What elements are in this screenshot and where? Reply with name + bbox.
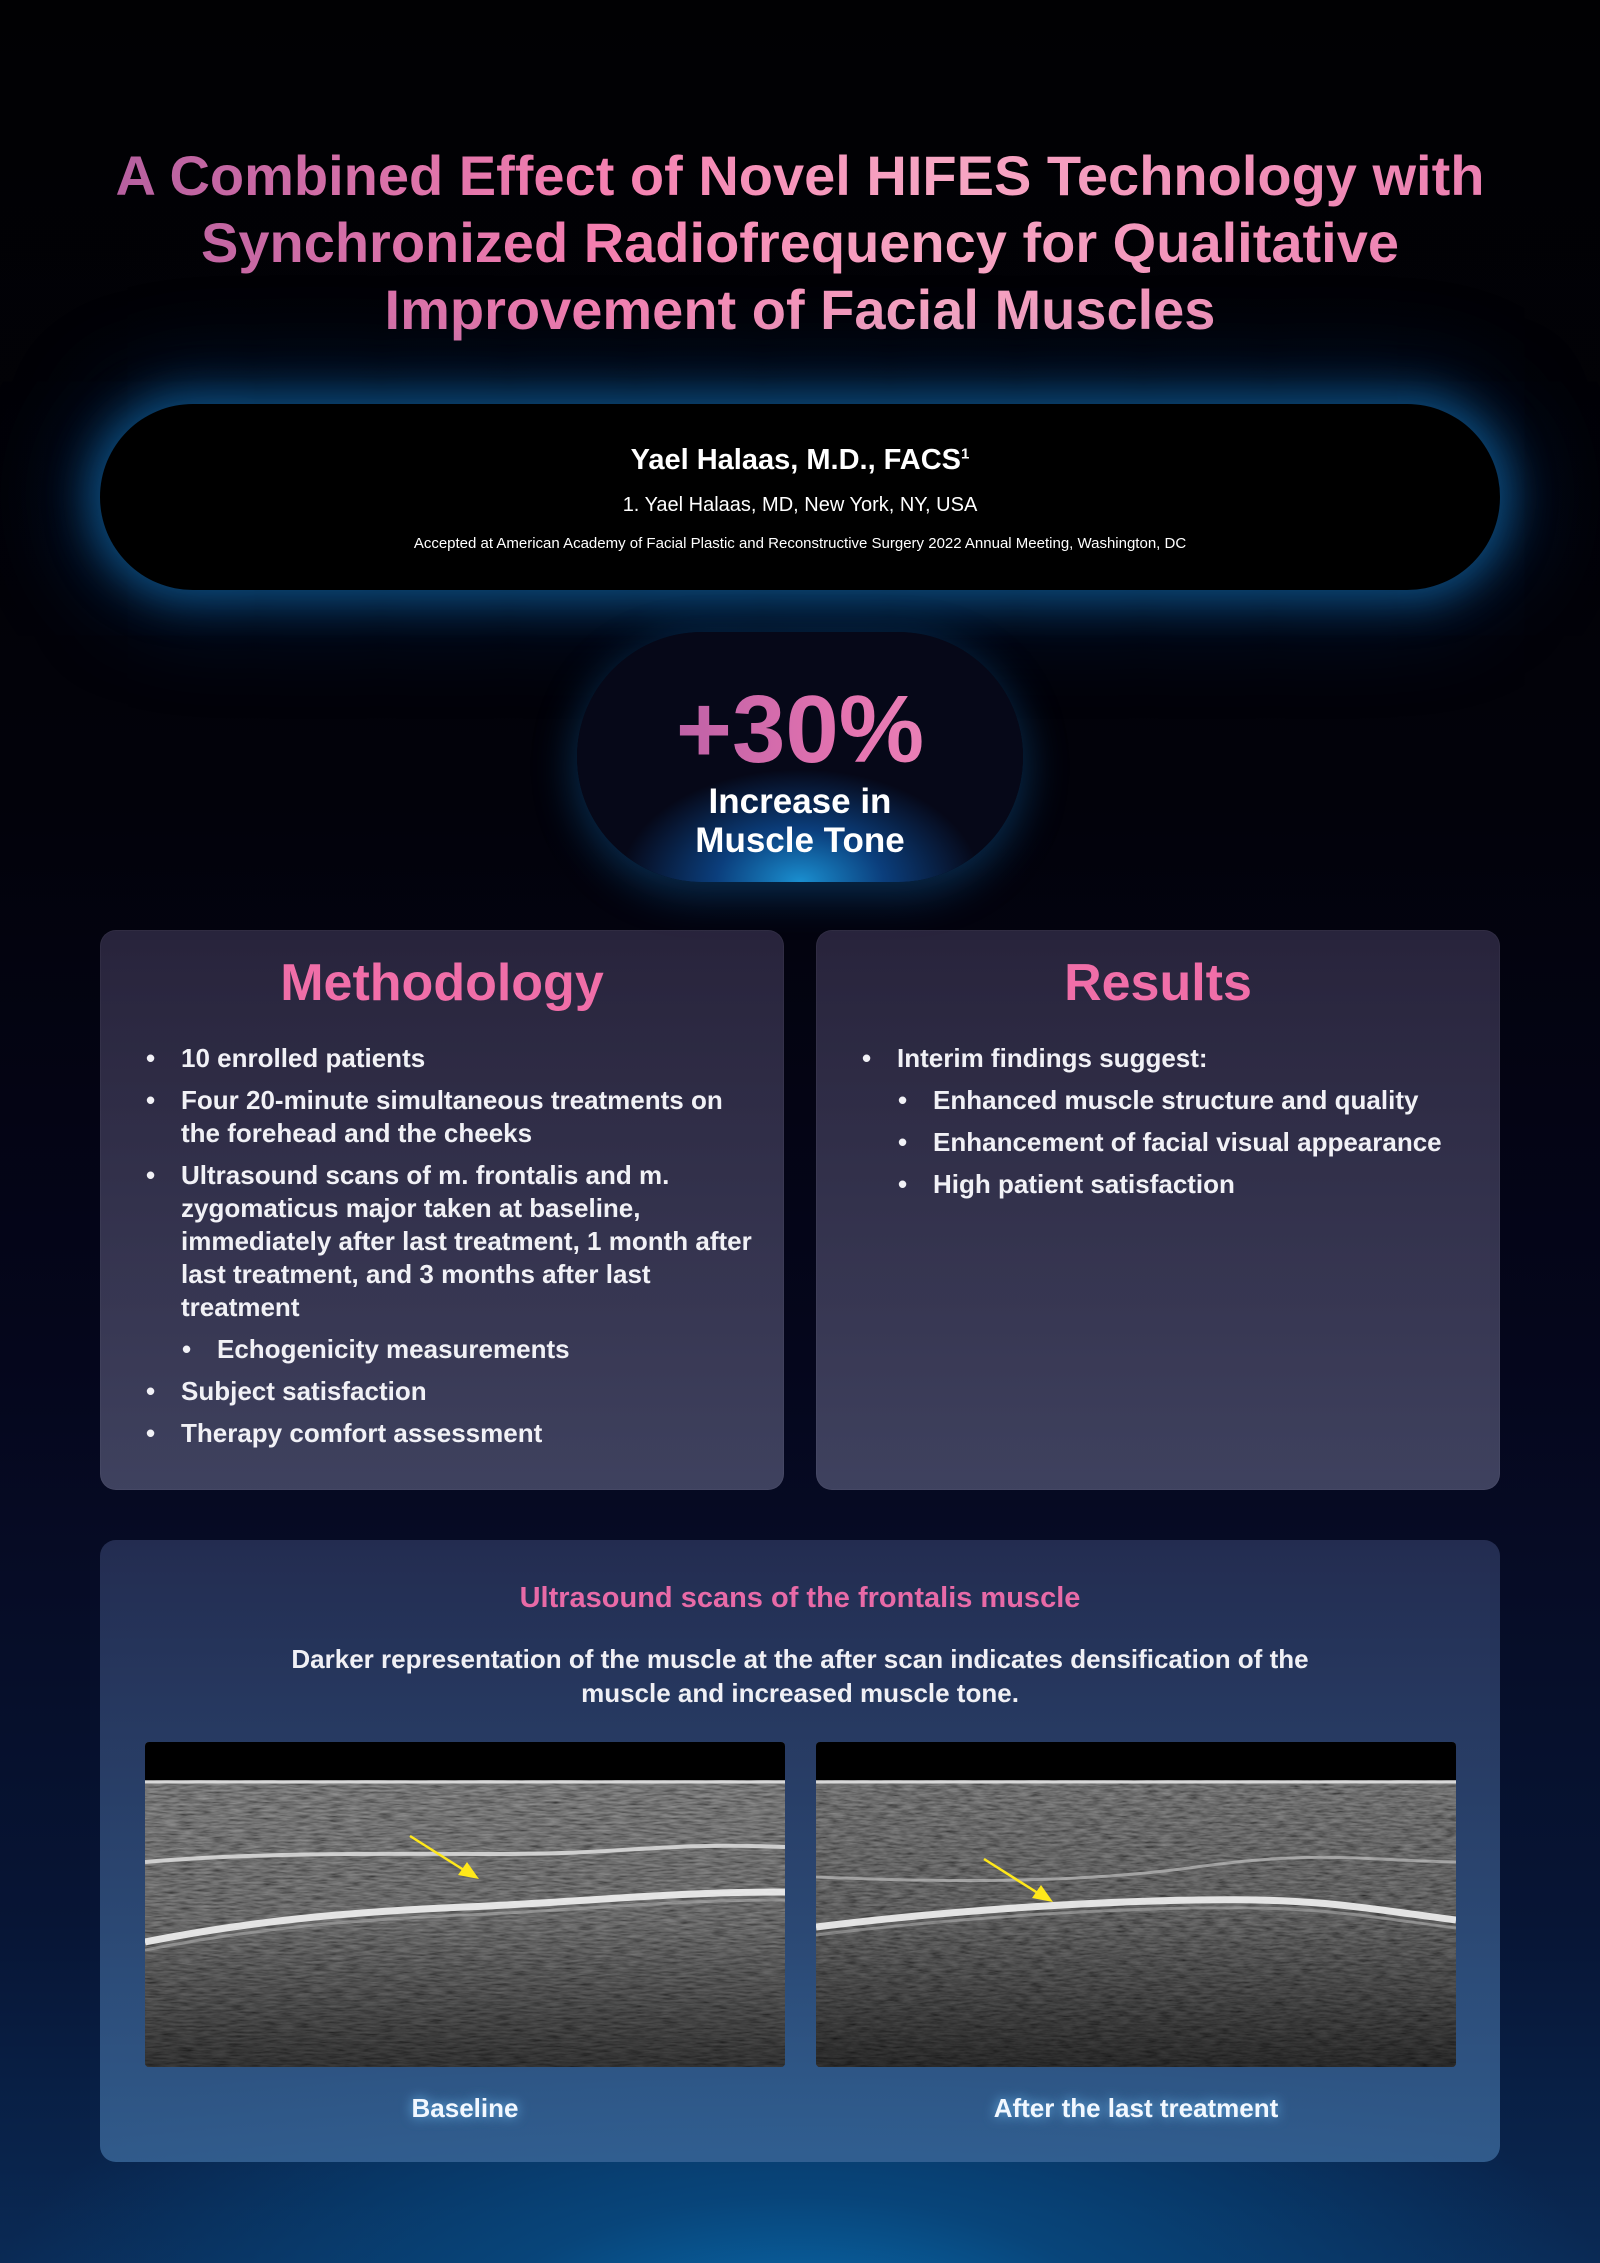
poster-title: A Combined Effect of Novel HIFES Technology with Synchronized Radiofrequency for Qualitative Improvement of Facial Muscles xyxy=(100,142,1500,343)
after-label: After the last treatment xyxy=(993,2093,1279,2123)
list-item: • Therapy comfort assessment xyxy=(146,1417,754,1450)
stat-label-line2: Muscle Tone xyxy=(695,821,905,860)
results-panel xyxy=(816,930,1500,1490)
stat-label-line1: Increase in xyxy=(708,782,892,821)
after-scan-svg xyxy=(816,1742,1456,2067)
author-name-text: Yael Halaas, M.D., FACS xyxy=(630,444,962,476)
ultrasound-description: Darker representation of the muscle at the after scan indicates densification of the muscle and increased muscle tone. xyxy=(291,1644,1309,1708)
stat-label xyxy=(577,782,1023,860)
after-scan-image xyxy=(816,1742,1456,2067)
list-item: • Ultrasound scans of m. frontalis and m. zygomaticus major taken at baseline, immediately after last treatment, 1 month after last treatment, and 3 months after last treatment xyxy=(146,1159,754,1324)
list-item: • Subject satisfaction xyxy=(146,1375,754,1408)
baseline-label: Baseline xyxy=(411,2093,519,2123)
results-list xyxy=(862,1042,1470,1210)
accepted-note: Accepted at American Academy of Facial Plastic and Reconstructive Surgery 2022 Annual Meeting, Washington, DC xyxy=(413,535,1187,552)
methodology-list xyxy=(146,1042,754,1459)
author-superscript: 1 xyxy=(961,445,970,463)
list-subitem: • Enhanced muscle structure and quality xyxy=(898,1084,1470,1117)
baseline-scan-svg xyxy=(145,1742,785,2067)
ultrasound-panel xyxy=(100,1540,1500,2162)
baseline-scan-image xyxy=(145,1742,785,2067)
results-heading: Results xyxy=(1064,954,1252,1012)
list-subitem: • Echogenicity measurements xyxy=(182,1333,754,1366)
muscle-tone-stat xyxy=(577,632,1023,882)
author-name xyxy=(100,444,1500,477)
methodology-panel xyxy=(100,930,784,1490)
list-subitem: • High patient satisfaction xyxy=(898,1168,1470,1201)
list-item: • Interim findings suggest: xyxy=(862,1042,1470,1075)
list-subitem: • Enhancement of facial visual appearance xyxy=(898,1126,1470,1159)
author-affiliation: 1. Yael Halaas, MD, New York, NY, USA xyxy=(622,494,978,516)
ultrasound-title: Ultrasound scans of the frontalis muscle xyxy=(519,1582,1081,1614)
methodology-heading: Methodology xyxy=(280,954,604,1012)
list-item: • 10 enrolled patients xyxy=(146,1042,754,1075)
stat-value: +30% xyxy=(577,680,1023,780)
list-item: • Four 20-minute simultaneous treatments on the forehead and the cheeks xyxy=(146,1084,754,1150)
author-banner xyxy=(100,404,1500,590)
